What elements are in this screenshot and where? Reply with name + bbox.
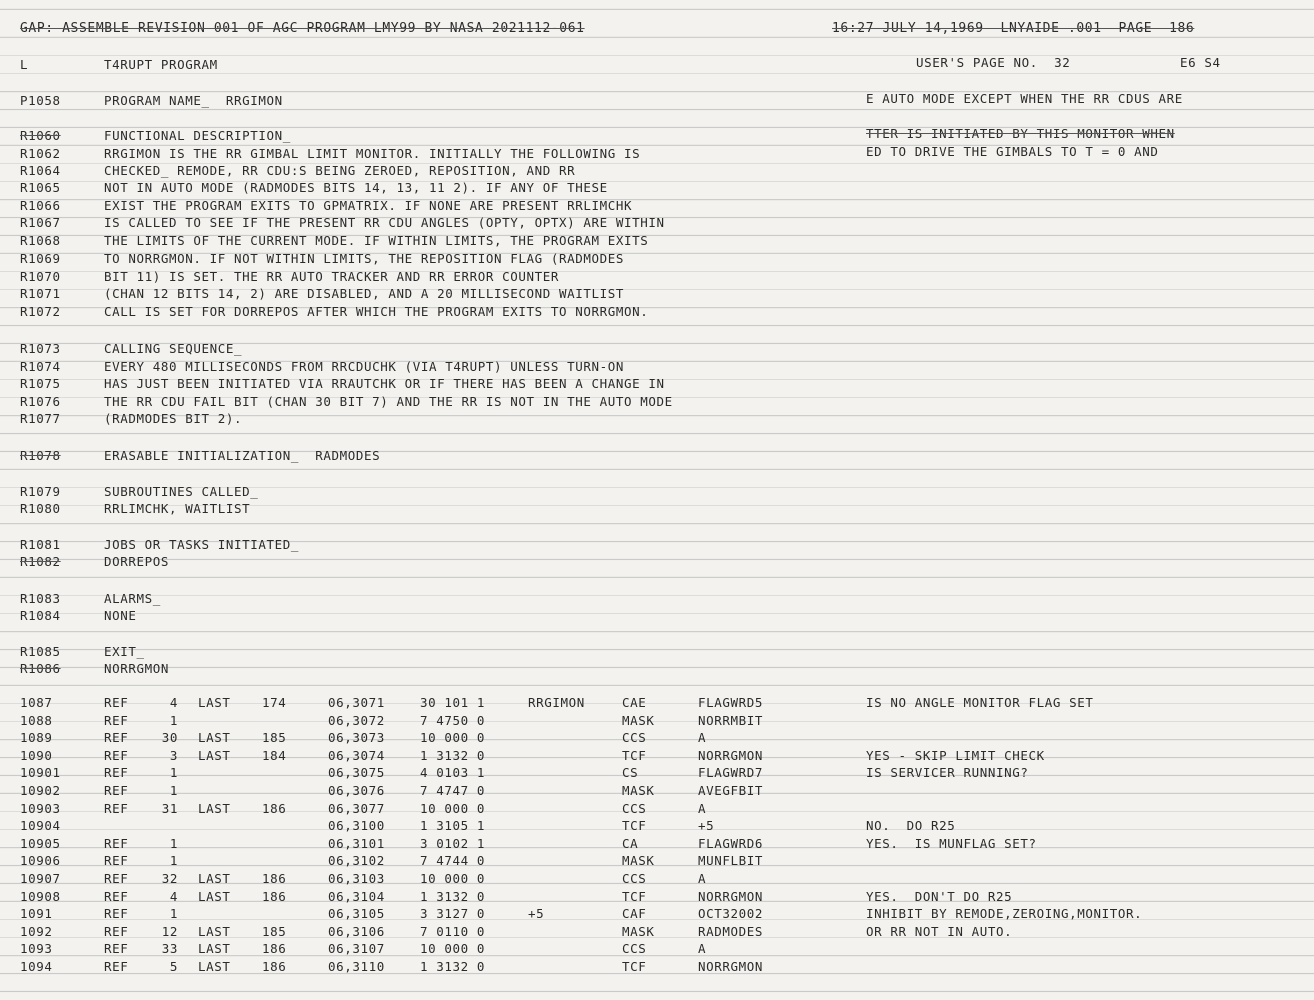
address: 06,3101 — [328, 835, 385, 851]
ref-count: 32 — [161, 871, 178, 886]
octal-code: 1 3132 0 — [420, 747, 486, 763]
comment-line-id: R1074 — [20, 359, 61, 374]
line-number: 10907 — [20, 871, 61, 886]
address: 06,3071 — [328, 695, 385, 710]
address: 06,3107 — [328, 941, 385, 957]
operand: MUNFLBIT — [698, 853, 764, 869]
octal-code: 30 101 1 — [420, 695, 486, 710]
comment-line-text: SUBROUTINES CALLED_ — [104, 484, 259, 499]
last-page: 186 — [262, 888, 287, 904]
address: 06,3073 — [328, 730, 385, 746]
comment-line-text: NORRGMON — [104, 661, 170, 676]
remark: IS NO ANGLE MONITOR FLAG SET — [866, 695, 1094, 710]
comment-line-id: R1076 — [20, 394, 61, 409]
listing-row — [0, 837, 1314, 851]
octal-code: 1 3105 1 — [420, 818, 486, 834]
address: 06,3075 — [328, 765, 385, 781]
listing-row — [0, 819, 1314, 833]
operand: NORRGMON — [698, 888, 764, 904]
remark: YES - SKIP LIMIT CHECK — [866, 747, 1045, 763]
remark: YES. DON'T DO R25 — [866, 888, 1013, 904]
comment-line-id: R1080 — [20, 501, 61, 516]
last-marker: LAST — [198, 800, 231, 816]
line-number: 10901 — [20, 765, 61, 781]
comment-line-text: ERASABLE INITIALIZATION_ RADMODES — [104, 448, 381, 463]
last-page: 185 — [262, 923, 287, 939]
line-number: 1091 — [20, 906, 53, 922]
comment-line-id: R1067 — [20, 215, 61, 230]
opcode: CCS — [622, 871, 647, 886]
ref-marker: REF — [104, 853, 129, 869]
page-header-right: 16:27 JULY 14,1969 LNYAIDE .001 PAGE 186 — [832, 21, 1195, 36]
ref-count: 1 — [169, 835, 178, 851]
operand: NORRGMON — [698, 747, 764, 763]
listing-row — [0, 872, 1314, 886]
comment-line-id: R1071 — [20, 286, 61, 301]
ref-count: 4 — [169, 695, 178, 710]
operand: A — [698, 871, 707, 886]
ref-count: 31 — [161, 800, 178, 816]
operand: FLAGWRD6 — [698, 835, 764, 851]
comment-line-text: CALL IS SET FOR DORREPOS AFTER WHICH THE PROGRAM EXITS TO NORRGMON. — [104, 304, 649, 319]
comment-line-text: THE LIMITS OF THE CURRENT MODE. IF WITHIN LIMITS, THE PROGRAM EXITS — [104, 233, 649, 248]
last-page: 186 — [262, 959, 287, 974]
last-marker: LAST — [198, 747, 231, 763]
comment-line-id: R1070 — [20, 269, 61, 284]
listing-row — [0, 802, 1314, 816]
octal-code: 1 3132 0 — [420, 959, 486, 974]
listing-row — [0, 942, 1314, 956]
line-number: 1089 — [20, 730, 53, 746]
program-line-id: P1058 — [20, 93, 61, 108]
opcode: TCF — [622, 959, 647, 974]
last-marker: LAST — [198, 871, 231, 886]
address: 06,3102 — [328, 853, 385, 869]
comment-line-id: R1069 — [20, 251, 61, 266]
comment-line-id: R1065 — [20, 180, 61, 195]
program-line-right-note: E AUTO MODE EXCEPT WHEN THE RR CDUS ARE — [866, 91, 1183, 106]
opcode: CA — [622, 835, 639, 851]
ref-marker: REF — [104, 765, 129, 781]
line-number: 1088 — [20, 712, 53, 728]
opcode: CAF — [622, 906, 647, 922]
comment-line-id: R1081 — [20, 537, 61, 552]
ref-count: 30 — [161, 730, 178, 746]
last-marker: LAST — [198, 730, 231, 746]
octal-code: 7 4744 0 — [420, 853, 486, 869]
ref-count: 1 — [169, 906, 178, 922]
ref-marker: REF — [104, 871, 129, 886]
comment-line-text: (RADMODES BIT 2). — [104, 411, 243, 426]
last-marker: LAST — [198, 959, 231, 974]
line-number: 1092 — [20, 923, 53, 939]
opcode: CCS — [622, 730, 647, 746]
comment-line-id: R1082 — [20, 554, 61, 569]
address: 06,3077 — [328, 800, 385, 816]
ref-count: 4 — [169, 888, 178, 904]
octal-code: 10 000 0 — [420, 871, 486, 886]
comment-line-id: R1086 — [20, 661, 61, 676]
comment-line-text: EXIST THE PROGRAM EXITS TO GPMATRIX. IF NONE ARE PRESENT RRLIMCHK — [104, 198, 633, 213]
symbol-label: RRGIMON — [528, 695, 585, 710]
line-number: 1090 — [20, 747, 53, 763]
remark: INHIBIT BY REMODE,ZEROING,MONITOR. — [866, 906, 1143, 922]
last-marker: LAST — [198, 695, 231, 710]
ref-marker: REF — [104, 747, 129, 763]
last-page: 185 — [262, 730, 287, 746]
comment-line-text: RRGIMON IS THE RR GIMBAL LIMIT MONITOR. INITIALLY THE FOLLOWING IS — [104, 146, 641, 161]
ref-marker: REF — [104, 941, 129, 957]
octal-code: 10 000 0 — [420, 800, 486, 816]
page-header-left: GAP: ASSEMBLE REVISION 001 OF AGC PROGRAM LMY99 BY NASA 2021112-061 — [20, 21, 585, 36]
comment-line-id: R1064 — [20, 163, 61, 178]
comment-line-text: FUNCTIONAL DESCRIPTION_ — [104, 128, 291, 143]
ref-count: 1 — [169, 853, 178, 869]
listing-row — [0, 731, 1314, 745]
octal-code: 10 000 0 — [420, 941, 486, 957]
comment-line-id: R1084 — [20, 608, 61, 623]
ref-marker: REF — [104, 695, 129, 710]
opcode: TCF — [622, 888, 647, 904]
line-number: 10903 — [20, 800, 61, 816]
comment-line-id: R1062 — [20, 146, 61, 161]
opcode: TCF — [622, 818, 647, 834]
address: 06,3104 — [328, 888, 385, 904]
listing-row — [0, 714, 1314, 728]
opcode: MASK — [622, 923, 655, 939]
listing-row — [0, 766, 1314, 780]
comment-line-text: EVERY 480 MILLISECONDS FROM RRCDUCHK (VIA T4RUPT) UNLESS TURN-ON — [104, 359, 625, 374]
remark: NO. DO R25 — [866, 818, 956, 834]
operand: FLAGWRD5 — [698, 695, 764, 710]
comment-line-id: R1073 — [20, 341, 61, 356]
page-code: E6 S4 — [1180, 55, 1221, 70]
remark: IS SERVICER RUNNING? — [866, 765, 1029, 781]
line-number: 10908 — [20, 888, 61, 904]
line-number: 10902 — [20, 783, 61, 798]
ref-count: 12 — [161, 923, 178, 939]
octal-code: 1 3132 0 — [420, 888, 486, 904]
opcode: MASK — [622, 712, 655, 728]
listing-row — [0, 696, 1314, 710]
listing-row — [0, 854, 1314, 868]
line-number: 1093 — [20, 941, 53, 957]
address: 06,3076 — [328, 783, 385, 798]
comment-line-text: EXIT_ — [104, 644, 145, 659]
program-name: PROGRAM NAME_ RRGIMON — [104, 93, 283, 108]
line-number: 10906 — [20, 853, 61, 869]
opcode: CCS — [622, 800, 647, 816]
ref-marker: REF — [104, 783, 129, 798]
comment-line-id: R1077 — [20, 411, 61, 426]
ref-marker: REF — [104, 800, 129, 816]
operand: A — [698, 730, 707, 746]
address: 06,3110 — [328, 959, 385, 974]
address: 06,3103 — [328, 871, 385, 886]
opcode: MASK — [622, 853, 655, 869]
opcode: CS — [622, 765, 639, 781]
listing-row — [0, 960, 1314, 974]
comment-line-id: R1085 — [20, 644, 61, 659]
comment-line-id: R1079 — [20, 484, 61, 499]
comment-line-text: DORREPOS — [104, 554, 170, 569]
comment-line-text: CHECKED_ REMODE, RR CDU:S BEING ZEROED, REPOSITION, AND RR — [104, 163, 576, 178]
octal-code: 7 4750 0 — [420, 712, 486, 728]
operand: A — [698, 941, 707, 957]
last-page: 186 — [262, 800, 287, 816]
ref-count: 5 — [169, 959, 178, 974]
comment-line-id: R1066 — [20, 198, 61, 213]
ref-marker: REF — [104, 835, 129, 851]
last-page: 186 — [262, 941, 287, 957]
comment-line-id: R1072 — [20, 304, 61, 319]
listing-row — [0, 907, 1314, 921]
line-number: 1094 — [20, 959, 53, 974]
opcode: MASK — [622, 783, 655, 798]
ref-count: 1 — [169, 712, 178, 728]
last-marker: LAST — [198, 888, 231, 904]
ref-marker: REF — [104, 730, 129, 746]
listing-row — [0, 784, 1314, 798]
comment-line-id: R1068 — [20, 233, 61, 248]
comment-line-text: RRLIMCHK, WAITLIST — [104, 501, 251, 516]
symbol-label: +5 — [528, 906, 545, 922]
operand: FLAGWRD7 — [698, 765, 764, 781]
last-marker: LAST — [198, 923, 231, 939]
comment-line-text: JOBS OR TASKS INITIATED_ — [104, 537, 300, 552]
operand: AVEGFBIT — [698, 783, 764, 798]
listing-row — [0, 749, 1314, 763]
comment-line-text: CALLING SEQUENCE_ — [104, 341, 243, 356]
address: 06,3106 — [328, 923, 385, 939]
ref-marker: REF — [104, 906, 129, 922]
line-number: 1087 — [20, 695, 53, 710]
comment-line-text: BIT 11) IS SET. THE RR AUTO TRACKER AND RR ERROR COUNTER — [104, 269, 560, 284]
last-page: 186 — [262, 871, 287, 886]
octal-code: 7 4747 0 — [420, 783, 486, 798]
right-note-1: TTER IS INITIATED BY THIS MONITOR WHEN — [866, 126, 1175, 141]
ref-marker: REF — [104, 923, 129, 939]
ref-count: 3 — [169, 747, 178, 763]
octal-code: 7 0110 0 — [420, 923, 486, 939]
ref-count: 1 — [169, 783, 178, 798]
address: 06,3072 — [328, 712, 385, 728]
right-note-2: ED TO DRIVE THE GIMBALS TO T = 0 AND — [866, 144, 1159, 159]
comment-line-id: R1083 — [20, 591, 61, 606]
remark: OR RR NOT IN AUTO. — [866, 923, 1013, 939]
ref-marker: REF — [104, 959, 129, 974]
opcode: CCS — [622, 941, 647, 957]
operand: A — [698, 800, 707, 816]
comment-line-text: (CHAN 12 BITS 14, 2) ARE DISABLED, AND A 20 MILLISECOND WAITLIST — [104, 286, 625, 301]
comment-line-text: IS CALLED TO SEE IF THE PRESENT RR CDU ANGLES (OPTY, OPTX) ARE WITHIN — [104, 215, 665, 230]
opcode: CAE — [622, 695, 647, 710]
comment-line-text: TO NORRGMON. IF NOT WITHIN LIMITS, THE REPOSITION FLAG (RADMODES — [104, 251, 625, 266]
listing-row — [0, 890, 1314, 904]
listing-row — [0, 925, 1314, 939]
operand: RADMODES — [698, 923, 764, 939]
address: 06,3100 — [328, 818, 385, 834]
comment-line-text: HAS JUST BEEN INITIATED VIA RRAUTCHK OR IF THERE HAS BEEN A CHANGE IN — [104, 376, 665, 391]
line-number: 10905 — [20, 835, 61, 851]
comment-line-text: NONE — [104, 608, 137, 623]
comment-line-id: R1078 — [20, 448, 61, 463]
ref-marker: REF — [104, 888, 129, 904]
ref-count: 33 — [161, 941, 178, 957]
last-page: 184 — [262, 747, 287, 763]
last-marker: LAST — [198, 941, 231, 957]
comment-line-text: NOT IN AUTO MODE (RADMODES BITS 14, 13, 11 2). IF ANY OF THESE — [104, 180, 608, 195]
octal-code: 3 3127 0 — [420, 906, 486, 922]
address: 06,3105 — [328, 906, 385, 922]
section-mark: L — [20, 57, 29, 72]
octal-code: 3 0102 1 — [420, 835, 486, 851]
operand: NORRMBIT — [698, 712, 764, 728]
address: 06,3074 — [328, 747, 385, 763]
operand: OCT32002 — [698, 906, 764, 922]
operand: NORRGMON — [698, 959, 764, 974]
comment-line-id: R1075 — [20, 376, 61, 391]
opcode: TCF — [622, 747, 647, 763]
operand: +5 — [698, 818, 715, 834]
ref-count: 1 — [169, 765, 178, 781]
octal-code: 4 0103 1 — [420, 765, 486, 781]
line-number: 10904 — [20, 818, 61, 834]
section-title: T4RUPT PROGRAM — [104, 57, 218, 72]
ref-marker: REF — [104, 712, 129, 728]
last-page: 174 — [262, 695, 287, 710]
comment-line-id: R1060 — [20, 128, 61, 143]
comment-line-text: ALARMS_ — [104, 591, 161, 606]
comment-line-text: THE RR CDU FAIL BIT (CHAN 30 BIT 7) AND THE RR IS NOT IN THE AUTO MODE — [104, 394, 673, 409]
user-page-number: USER'S PAGE NO. 32 — [916, 55, 1071, 70]
octal-code: 10 000 0 — [420, 730, 486, 746]
remark: YES. IS MUNFLAG SET? — [866, 835, 1037, 851]
